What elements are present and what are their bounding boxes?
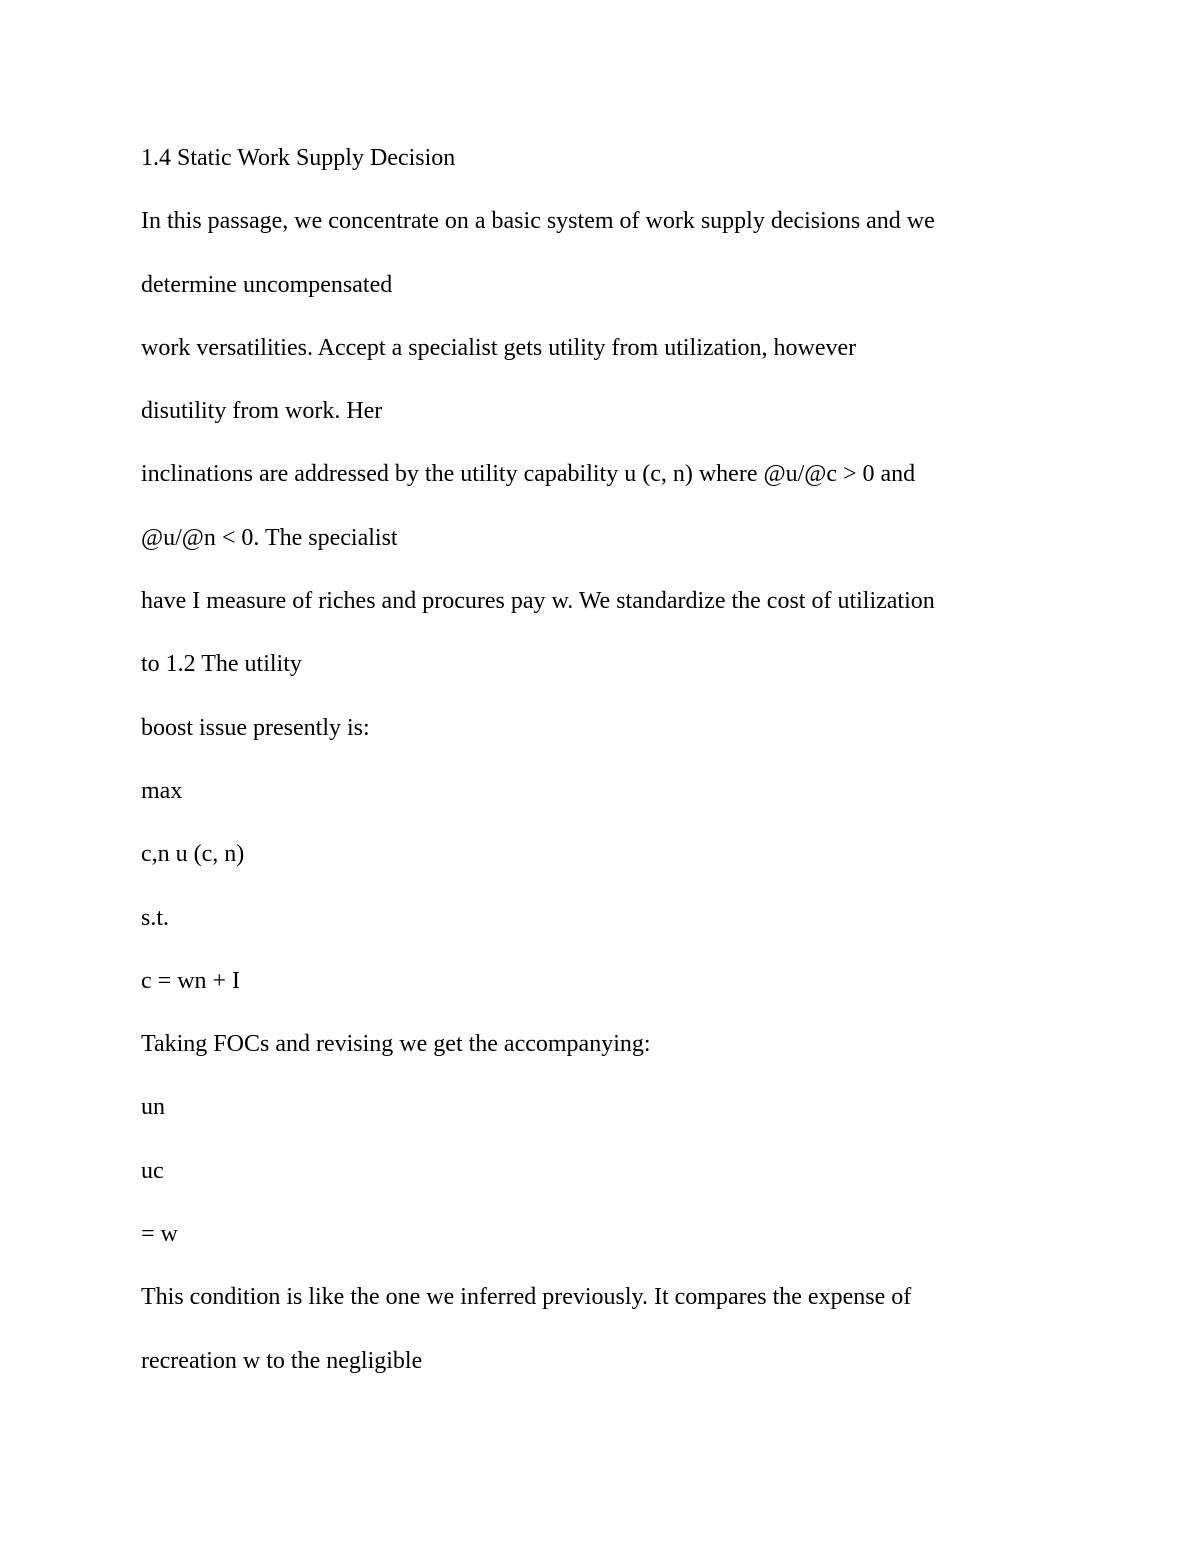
text-line: work versatilities. Accept a specialist gets utility from utilization, however <box>141 334 857 361</box>
section-heading: 1.4 Static Work Supply Decision <box>141 145 456 171</box>
document-body <box>141 139 1101 1405</box>
equation-line: uc <box>141 1157 164 1184</box>
text-line: have I measure of riches and procures pay w. We standardize the cost of utilization <box>141 588 935 615</box>
text-line: Taking FOCs and revising we get the accompanying: <box>141 1031 651 1058</box>
equation-line: c,n u (c, n) <box>141 841 245 868</box>
text-line: inclinations are addressed by the utility capability u (c, n) where @u/@c > 0 and <box>141 461 916 488</box>
equation-line: s.t. <box>141 904 170 931</box>
text-line: boost issue presently is: <box>141 714 370 741</box>
equation-line: un <box>141 1094 165 1121</box>
text-line: This condition is like the one we inferred previously. It compares the expense of <box>141 1284 912 1311</box>
text-line: In this passage, we concentrate on a basic system of work supply decisions and we <box>141 208 935 235</box>
text-line: to 1.2 The utility <box>141 651 302 678</box>
text-line: @u/@n < 0. The specialist <box>141 524 398 551</box>
equation-line: max <box>141 777 183 804</box>
text-line: determine uncompensated <box>141 271 393 298</box>
text-line: recreation w to the negligible <box>141 1347 423 1374</box>
text-line: disutility from work. Her <box>141 398 383 425</box>
equation-line: c = wn + I <box>141 967 241 994</box>
equation-line: = w <box>141 1221 178 1248</box>
